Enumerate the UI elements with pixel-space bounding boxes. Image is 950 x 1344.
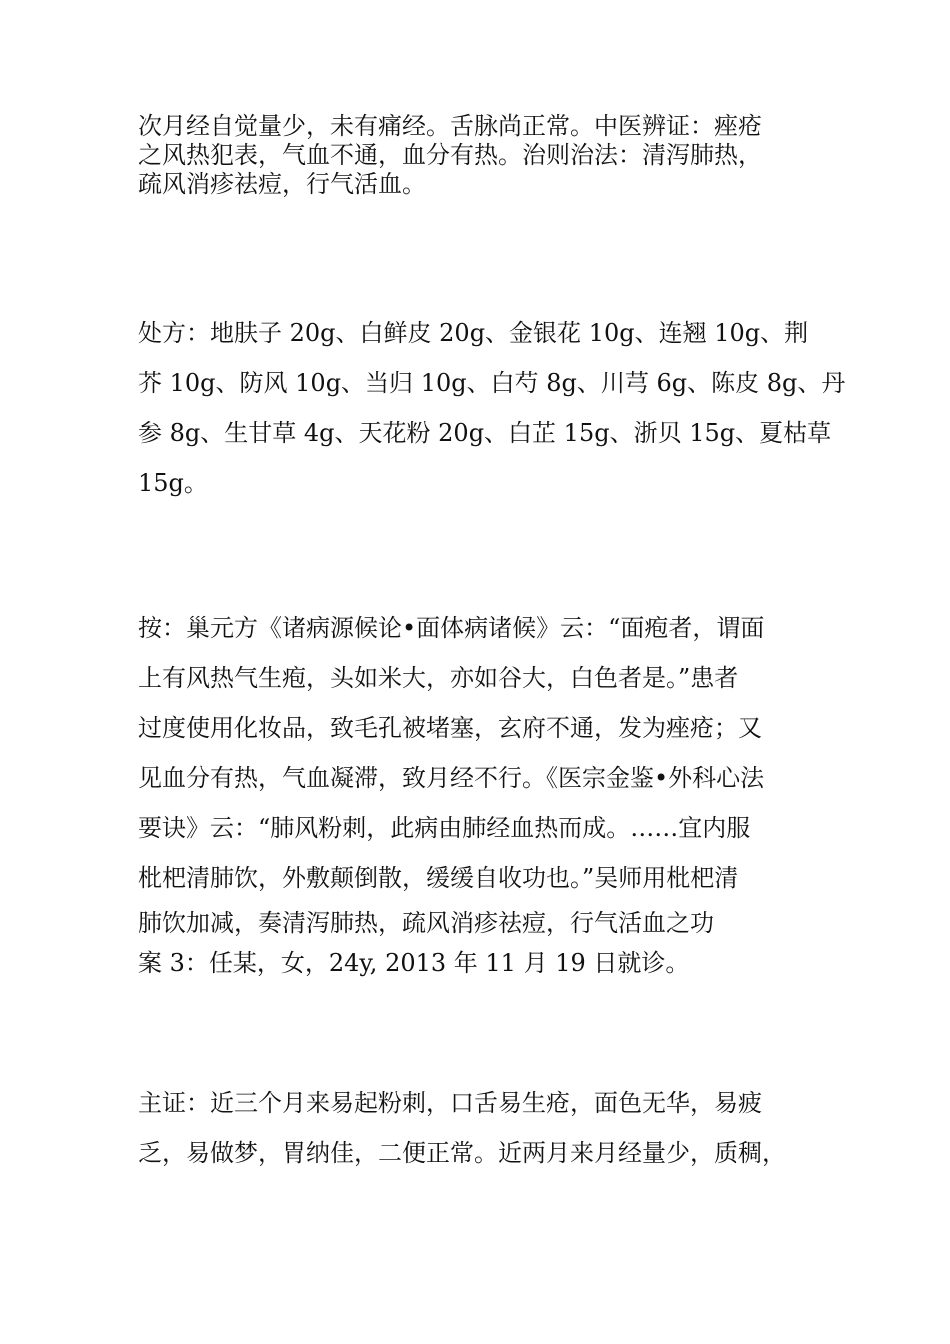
text-line: 主证：近三个月来易起粉刺，口舌易生疮，面色无华，易疲 bbox=[138, 1089, 762, 1117]
paragraph-commentary bbox=[138, 603, 838, 983]
text-line: 参 8g、生甘草 4g、天花粉 20g、白芷 15g、浙贝 15g、夏枯草 bbox=[138, 419, 832, 447]
text-line: 次月经自觉量少，未有痛经。舌脉尚正常。中医辨证：痤疮 bbox=[138, 112, 762, 140]
text-line: 肺饮加减，奏清泻肺热，疏风消疹祛痘，行气活血之功 bbox=[138, 909, 714, 937]
text-line: 上有风热气生疱，头如米大，亦如谷大，白色者是。”患者 bbox=[138, 664, 739, 692]
text-line: 15g。 bbox=[138, 469, 208, 497]
text-line: 见血分有热，气血凝滞，致月经不行。《医宗金鉴•外科心法 bbox=[138, 764, 765, 792]
paragraph-prescription bbox=[138, 308, 846, 508]
case-heading: 案 3：任某，女，24y, 2013 年 11 月 19 日就诊。 bbox=[138, 949, 690, 977]
text-line: 乏，易做梦，胃纳佳，二便正常。近两月来月经量少，质稠， bbox=[138, 1139, 786, 1167]
text-line: 按：巢元方《诸病源候论•面体病诸候》云：“面疱者，谓面 bbox=[138, 614, 765, 642]
text-line: 疏风消疹祛痘，行气活血。 bbox=[138, 170, 426, 198]
text-line: 枇杷清肺饮，外敷颠倒散，缓缓自收功也。”吴师用枇杷清 bbox=[138, 864, 739, 892]
paragraph-diagnosis bbox=[138, 112, 838, 199]
text-line: 之风热犯表，气血不通，血分有热。治则治法：清泻肺热， bbox=[138, 141, 762, 169]
text-line: 要诀》云：“肺风粉刺，此病由肺经血热而成。……宜内服 bbox=[138, 814, 751, 842]
text-line: 过度使用化妆品，致毛孔被堵塞，玄府不通，发为痤疮；又 bbox=[138, 714, 762, 742]
paragraph-symptoms bbox=[138, 1078, 838, 1178]
text-line: 芥 10g、防风 10g、当归 10g、白芍 8g、川芎 6g、陈皮 8g、丹 bbox=[138, 369, 846, 397]
text-line: 处方：地肤子 20g、白鲜皮 20g、金银花 10g、连翘 10g、荆 bbox=[138, 319, 809, 347]
